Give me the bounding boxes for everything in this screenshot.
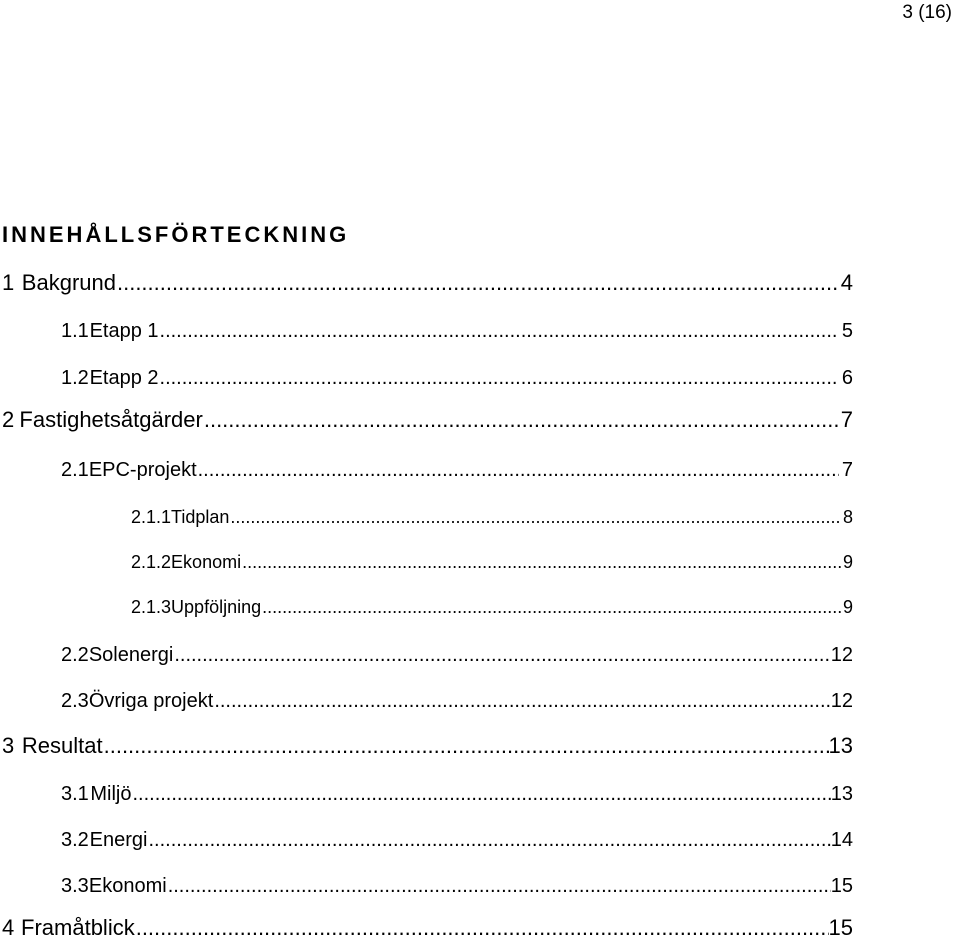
toc-entry-2[interactable] [2, 407, 853, 433]
toc-number: 2.1.3 [131, 597, 172, 617]
toc-entry-3-3[interactable] [61, 875, 853, 898]
toc-number: 3.3 [61, 875, 89, 897]
toc-title: Uppföljning [171, 597, 262, 617]
toc-page: 5 [841, 320, 853, 342]
toc-number: 4 [2, 915, 15, 940]
toc-page: 8 [842, 507, 853, 527]
toc-entry-2-3[interactable] [61, 690, 853, 713]
toc-number: 2.1.2 [131, 552, 172, 572]
toc-page: 6 [841, 367, 853, 389]
toc-entry-1-1[interactable] [61, 320, 853, 343]
toc-page: 9 [842, 597, 853, 617]
toc-page: 12 [830, 644, 853, 666]
toc-number: 1.1 [61, 320, 89, 342]
toc-number: 1.2 [61, 367, 89, 389]
toc-entry-3-2[interactable] [61, 829, 853, 852]
toc-title: Fastighetsåtgärder [19, 407, 203, 432]
toc-entry-1[interactable] [2, 270, 853, 296]
toc-title: Etapp 2 [89, 367, 159, 389]
toc-number: 3.2 [61, 829, 89, 851]
toc-title: Miljö [90, 783, 132, 805]
toc-entry-2-1[interactable] [61, 459, 853, 482]
toc-title: Ekonomi [88, 875, 167, 897]
toc-page: 7 [840, 407, 853, 432]
toc-entry-3[interactable] [2, 733, 853, 759]
toc-page: 12 [830, 690, 853, 712]
toc-page: 15 [830, 875, 853, 897]
toc-leader [262, 597, 841, 618]
toc-leader [198, 459, 839, 482]
toc-page: 9 [842, 552, 853, 572]
toc-leader [230, 507, 841, 528]
toc-leader [204, 407, 838, 433]
toc-page: 4 [840, 270, 853, 295]
toc-leader [132, 783, 830, 806]
toc-number: 2.1 [61, 459, 89, 481]
toc-page: 15 [828, 915, 853, 940]
toc-title: Solenergi [88, 644, 174, 666]
toc-leader [117, 270, 838, 296]
toc-page: 7 [841, 459, 853, 481]
toc-page: 14 [830, 829, 853, 851]
toc-leader [168, 875, 831, 898]
toc-number: 2.1.1 [131, 507, 172, 527]
toc-title: Ekonomi [171, 552, 242, 572]
toc-title: Tidplan [171, 507, 230, 527]
toc-entry-3-1[interactable] [61, 783, 853, 806]
toc-leader [104, 733, 829, 759]
toc-leader [148, 829, 830, 852]
toc-number: 3.1 [61, 783, 89, 805]
toc-leader [136, 915, 829, 941]
toc-heading: INNEHÅLLSFÖRTECKNING [2, 222, 350, 247]
toc-leader [174, 644, 830, 667]
toc-title: Etapp 1 [89, 320, 159, 342]
page-number: 3 (16) [902, 2, 952, 23]
toc-entry-2-1-2[interactable] [131, 552, 853, 573]
toc-leader [242, 552, 841, 573]
toc-title: Bakgrund [21, 270, 116, 295]
toc-title: Energi [89, 829, 148, 851]
toc-number: 1 [2, 270, 15, 295]
toc-number: 2.2 [61, 644, 89, 666]
toc-title: EPC-projekt [88, 459, 197, 481]
toc-number: 2 [2, 407, 15, 432]
toc-entry-4[interactable] [2, 915, 853, 941]
toc-entry-2-2[interactable] [61, 644, 853, 667]
toc-title: Framåtblick [21, 915, 135, 940]
toc-leader [214, 690, 830, 713]
toc-entry-1-2[interactable] [61, 367, 853, 390]
toc-number: 3 [2, 733, 15, 758]
toc-entry-2-1-1[interactable] [131, 507, 853, 528]
toc-leader [160, 367, 839, 390]
toc-title: Resultat [21, 733, 103, 758]
toc-entry-2-1-3[interactable] [131, 597, 853, 618]
toc-title: Övriga projekt [88, 690, 214, 712]
toc-leader [160, 320, 839, 343]
toc-page: 13 [828, 733, 853, 758]
toc-page: 13 [830, 783, 853, 805]
toc-number: 2.3 [61, 690, 89, 712]
